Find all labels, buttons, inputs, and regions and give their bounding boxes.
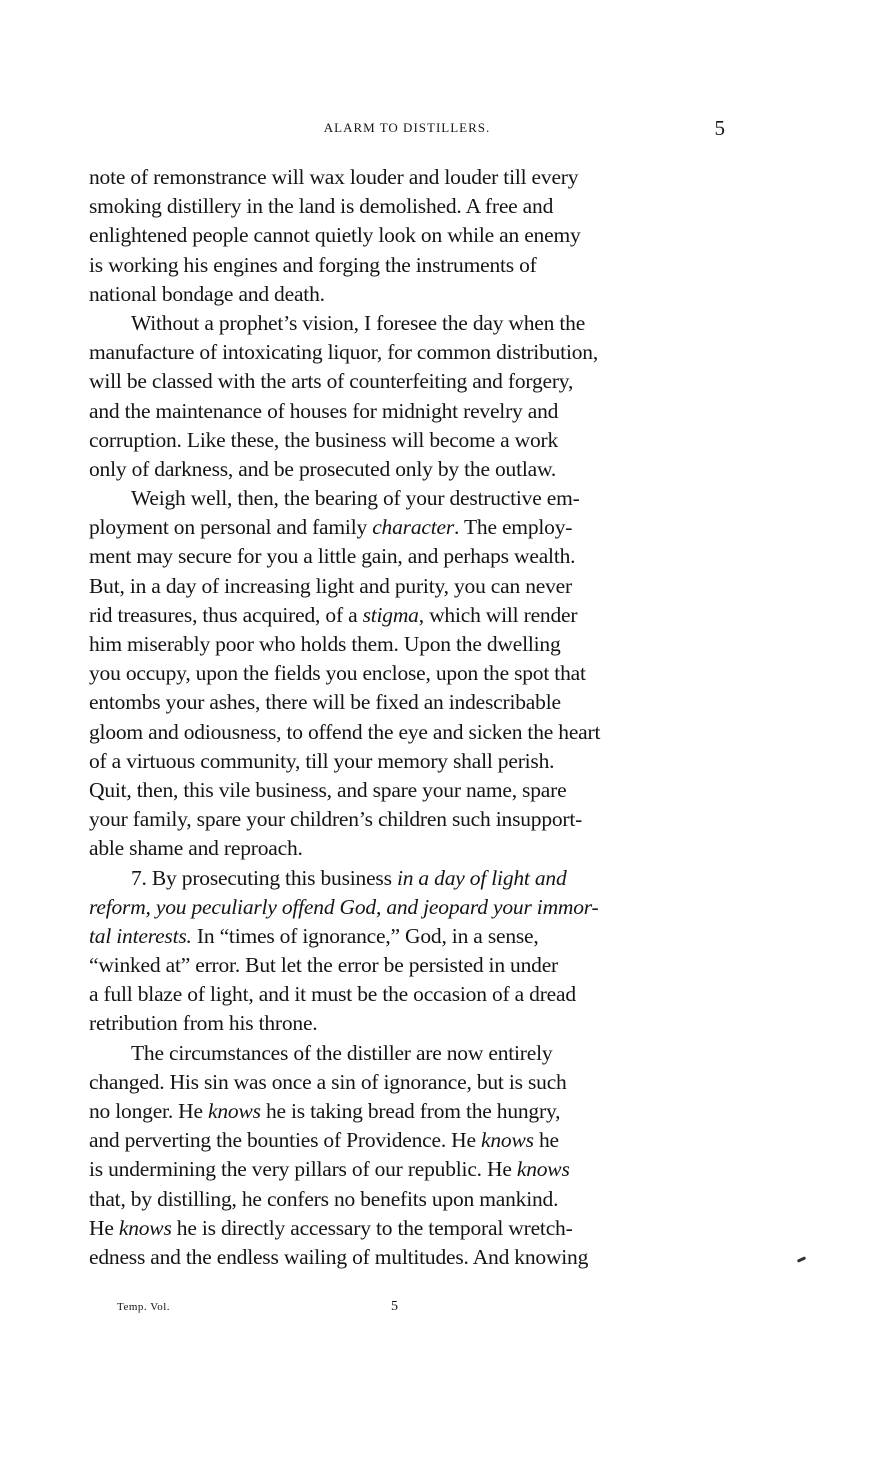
text-line: able shame and reproach. — [89, 836, 303, 861]
text-line: national bondage and death. — [89, 281, 325, 306]
text-line: changed. His sin was once a sin of ignorance, but is such — [89, 1069, 567, 1094]
text-line: corruption. Like these, the business will become a work — [89, 427, 559, 452]
italic-emphasis: reform, you peculiarly offend God, and jeopard your immor- — [89, 894, 599, 919]
text-run: rid treasures, thus acquired, of a — [89, 602, 363, 627]
text-line: enlightened people cannot quietly look on while an enemy — [89, 223, 581, 248]
text-run: ployment on personal and family — [89, 515, 373, 540]
text-run: He — [89, 1215, 119, 1240]
text-run: he — [533, 1128, 559, 1153]
text-line: and the maintenance of houses for midnight revelry and — [89, 398, 559, 423]
page-header — [89, 116, 725, 140]
text-line: Quit, then, this vile business, and spare your name, spare — [89, 777, 567, 802]
text-line: that, by distilling, he confers no benefits upon mankind. — [89, 1186, 559, 1211]
italic-emphasis: in a day of light and — [396, 865, 567, 890]
italic-emphasis: knows — [516, 1157, 570, 1182]
paragraph-start-line: The circumstances of the distiller are now entirely — [131, 1040, 553, 1065]
page-number: 5 — [714, 116, 725, 140]
text-line: But, in a day of increasing light and purity, you can never — [89, 573, 572, 598]
text-line: edness and the endless wailing of multitudes. And knowing — [89, 1244, 589, 1269]
text-line: only of darkness, and be prosecuted only by the outlaw. — [89, 456, 557, 481]
body-text — [89, 163, 725, 1272]
text-line — [89, 1214, 725, 1243]
text-line: ment may secure for you a little gain, and perhaps wealth. — [89, 544, 576, 569]
text-run: he is directly accessary to the temporal wretch- — [171, 1215, 573, 1240]
italic-emphasis: tal interests. — [89, 923, 192, 948]
text-run: In “times of ignorance,” God, in a sense, — [191, 923, 539, 948]
paragraph-start-line: Weigh well, then, the bearing of your destructive em- — [131, 486, 580, 511]
italic-emphasis: stigma — [362, 602, 419, 627]
text-run: he is taking bread from the hungry, — [260, 1099, 561, 1123]
paragraph-start-line — [89, 864, 725, 893]
italic-emphasis: character — [372, 515, 454, 540]
text-run: , which will render — [418, 602, 578, 627]
text-line: is working his engines and forging the instruments of — [89, 252, 537, 277]
text-line: note of remonstrance will wax louder and louder till every — [89, 165, 579, 189]
text-line — [89, 1126, 725, 1155]
scan-speck — [797, 1256, 806, 1263]
text-line — [89, 893, 725, 922]
text-line — [89, 1097, 725, 1126]
text-run: no longer. He — [89, 1099, 209, 1123]
text-line: retribution from his throne. — [89, 1011, 318, 1036]
text-line: “winked at” error. But let the error be persisted in under — [89, 953, 558, 978]
text-run: and perverting the bounties of Providence. He — [89, 1128, 482, 1153]
italic-emphasis: knows — [208, 1099, 261, 1123]
text-run: is undermining the very pillars of our republic. He — [89, 1157, 517, 1182]
text-line — [89, 1155, 725, 1184]
text-line: him miserably poor who holds them. Upon the dwelling — [89, 632, 561, 656]
text-line — [89, 601, 725, 630]
text-line: smoking distillery in the land is demolished. A free and — [89, 194, 554, 219]
signature-mark: 5 — [391, 1299, 398, 1314]
signature-label: Temp. Vol. — [117, 1301, 171, 1313]
running-head: ALARM TO DISTILLERS. — [323, 120, 491, 135]
paragraph-start-line: Without a prophet’s vision, I foresee the day when the — [131, 310, 586, 335]
text-line: of a virtuous community, till your memory shall perish. — [89, 748, 555, 773]
text-line: will be classed with the arts of counterfeiting and forgery, — [89, 369, 574, 394]
text-line — [89, 922, 725, 951]
text-run: . The employ- — [454, 515, 573, 540]
text-line: you occupy, upon the fields you enclose, upon the spot that — [89, 661, 586, 686]
italic-emphasis: knows — [481, 1128, 534, 1153]
text-line — [89, 513, 725, 542]
text-line: your family, spare your children’s children such insupport- — [89, 807, 583, 832]
text-line: manufacture of intoxicating liquor, for common distribution, — [89, 340, 598, 365]
page-footer — [89, 1301, 725, 1321]
text-line: gloom and odiousness, to offend the eye and sicken the heart — [89, 719, 601, 744]
text-line: entombs your ashes, there will be fixed an indescribable — [89, 690, 561, 715]
text-run: 7. By prosecuting this business — [131, 865, 397, 890]
text-line: a full blaze of light, and it must be the occasion of a dread — [89, 982, 576, 1007]
italic-emphasis: knows — [118, 1215, 172, 1240]
